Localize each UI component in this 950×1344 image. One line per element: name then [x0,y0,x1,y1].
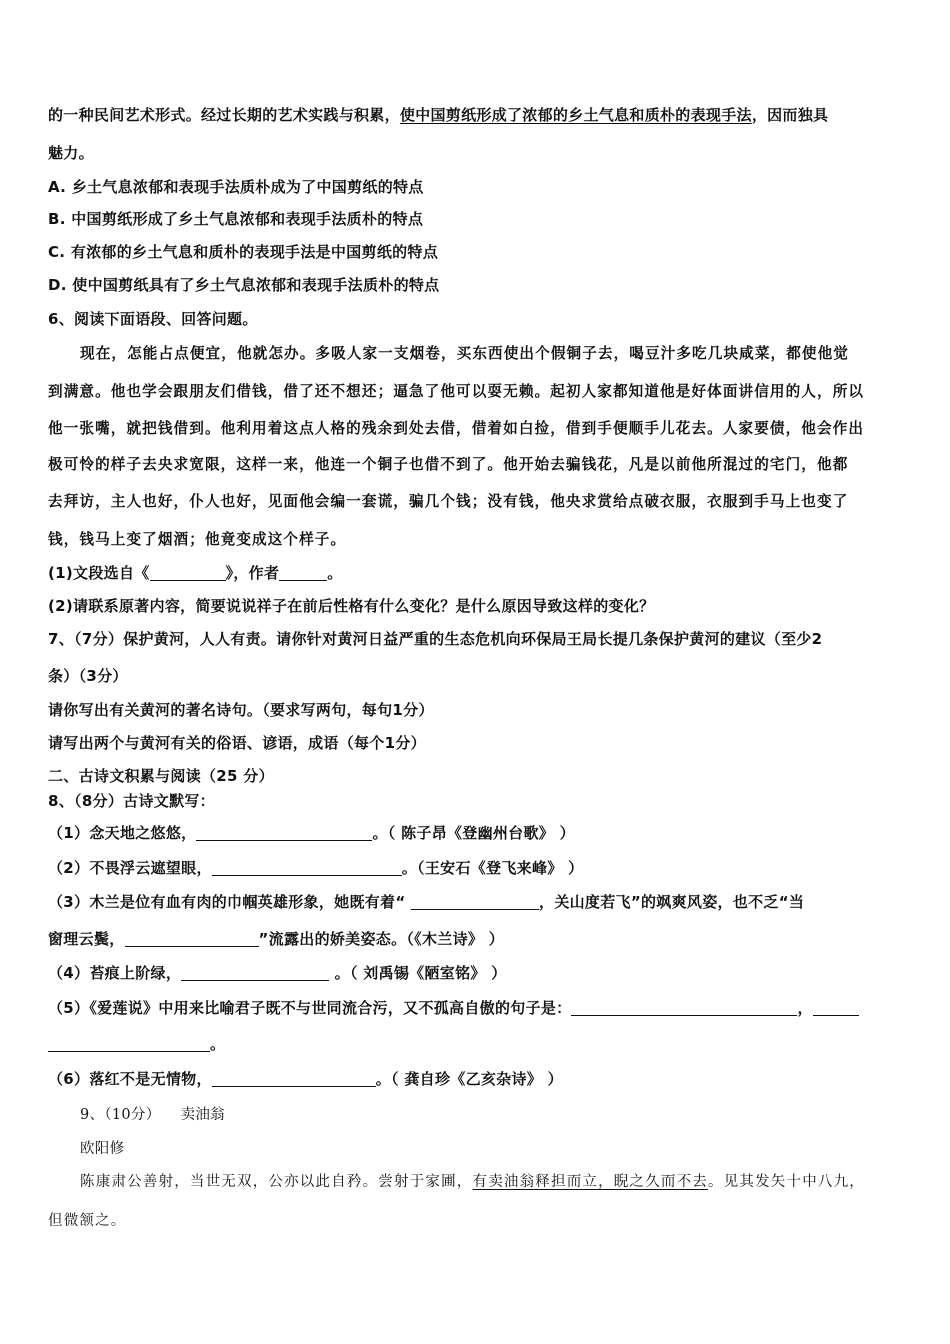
q6-sub2: (2)请联系原著内容，简要说说祥子在前后性格有什么变化？是什么原因导致这样的变化？ [48,597,655,615]
q6-passage-line: 极可怜的样子去央求宽限，这样一来，他连一个铜子也借不到了。他开始去骗钱花，凡是以前他所混过的宅门，他都 [48,456,849,473]
q5-option-b: B. 中国剪纸形成了乡土气息浓郁和表现手法质朴的特点 [48,210,424,228]
answer-blank[interactable] [571,1001,797,1016]
q8-item-3-cont [48,928,504,949]
q8-item-text: （5）《爱莲说》中用来比喻君子既不与世同流合污，又不孤高自傲的句子是： [48,999,572,1017]
q8-item-text: （4）苔痕上阶绿， [48,964,182,982]
q6-passage-line: 现在，怎能占点便宜，他就怎办。多吸人家一支烟卷，买东西使出个假铜子去，喝豆汁多吃几块咸菜，都使他觉 [80,345,849,362]
q6-heading: 6、阅读下面语段、回答问题。 [48,310,258,328]
q6-passage-line: 到满意。他也学会跟朋友们借钱，借了还不想还；逼急了他可以耍无赖。起初人家都知道他是好体面讲信用的人，所以 [48,383,865,400]
q7-line3: 请你写出有关黄河的著名诗句。（要求写两句，每句1分） [48,701,434,719]
q8-item-source: 。（ 刘禹锡《陋室铭》 ） [329,964,507,982]
q7-line2: 条）（3分） [48,667,128,685]
q9-heading [80,1103,225,1124]
answer-blank[interactable] [48,1037,210,1052]
q5-intro-text-end: ，因而独具 [751,106,829,124]
q9-author: 欧阳修 [80,1141,125,1157]
q7-line1: 7、（7分）保护黄河，人人有责。请你针对黄河日益严重的生态危机向环保局王局长提几条保护黄河的建议（至少2 [48,630,823,648]
q8-item-comma: ， [797,999,813,1017]
q9-number: 9、（10分） [80,1107,161,1123]
q6-sub1 [48,562,343,583]
q8-item-3 [48,891,804,912]
q5-option-a: A. 乡土气息浓郁和表现手法质朴成为了中国剪纸的特点 [48,178,424,196]
q5-underlined-sentence: 使中国剪纸形成了浓郁的乡土气息和质朴的表现手法 [399,106,752,124]
q5-option-c: C. 有浓郁的乡土气息和质朴的表现手法是中国剪纸的特点 [48,243,439,261]
answer-blank[interactable] [813,1001,859,1016]
answer-blank[interactable] [196,826,372,841]
q6-sub1-text: (1)文段选自《 [48,564,150,582]
q5-option-d: D. 使中国剪纸具有了乡土气息浓郁和表现手法质朴的特点 [48,276,440,294]
q8-item-source: 。（王安石《登飞来峰》 ） [401,859,584,877]
q8-item-source: 。（ 龚自珍《乙亥杂诗》 ） [375,1070,563,1088]
q8-item-2 [48,857,583,878]
q5-intro-line [48,104,828,125]
section-heading: 二、古诗文积累与阅读（25 分） [48,767,274,785]
q6-passage-line: 钱，钱马上变了烟酒；他竟变成这个样子。 [48,531,347,548]
answer-blank[interactable] [181,966,329,981]
book-title-blank[interactable] [150,566,226,581]
q9-passage-text: 陈康肃公善射，当世无双，公亦以此自矜。尝射于家圃， [80,1174,473,1190]
q7-line4: 请写出两个与黄河有关的俗语、谚语，成语（每个1分） [48,734,426,752]
q6-sub1-text-mid: 》，作者 [225,564,280,582]
answer-blank[interactable] [212,861,402,876]
q8-item-text: （3）木兰是位有血有肉的巾帼英雄形象，她既有着“ [48,893,412,911]
q8-heading: 8、（8分）古诗文默写： [48,792,215,810]
author-blank[interactable] [279,566,327,581]
q6-sub1-text-end: 。 [327,564,343,582]
answer-blank[interactable] [411,895,539,910]
q9-underlined-sentence: 有卖油翁释担而立，睨之久而不去 [472,1174,708,1190]
q8-item-5 [48,997,859,1018]
answer-blank[interactable] [125,932,259,947]
q8-item-6 [48,1068,563,1089]
q8-item-text: （2）不畏浮云遮望眼， [48,859,212,877]
q8-item-text: 窗理云鬓， [48,930,125,948]
q9-passage-line: 但微颔之。 [48,1213,127,1229]
q8-item-4 [48,962,507,983]
q5-intro-cont: 魅力。 [48,144,94,162]
q8-item-text: （6）落红不是无情物， [48,1070,212,1088]
q8-item-source: 。（ 陈子昂《登幽州台歌》 ） [372,824,575,842]
q6-passage-line: 去拜访，主人也好，仆人也好，见面他会编一套谎，骗几个钱；没有钱，他央求赏给点破衣服，衣服到手马上也变了 [48,493,849,510]
q9-title: 卖油翁 [180,1107,225,1123]
q8-item-period: 。 [210,1035,226,1053]
q8-item-1 [48,822,575,843]
q5-intro-text: 的一种民间艺术形式。经过长期的艺术实践与积累， [48,106,400,124]
q6-passage-line: 他一张嘴，就把钱借到。他利用着这点人格的残余到处去借，借着如白捡，借到手便顺手儿花去。人家要债，他会作出 [48,420,865,437]
answer-blank[interactable] [212,1072,376,1087]
q8-item-5-cont [48,1033,225,1054]
q8-item-text-cont: ，关山度若飞”的飒爽风姿，也不乏“当 [539,893,805,911]
q8-item-source: ”流露出的娇美姿态。（《木兰诗》 ） [258,930,504,948]
q9-passage-text-end: 。见其发矢十中八九， [708,1174,865,1190]
q8-item-text: （1）念天地之悠悠， [48,824,197,842]
q9-passage-line [80,1170,865,1191]
